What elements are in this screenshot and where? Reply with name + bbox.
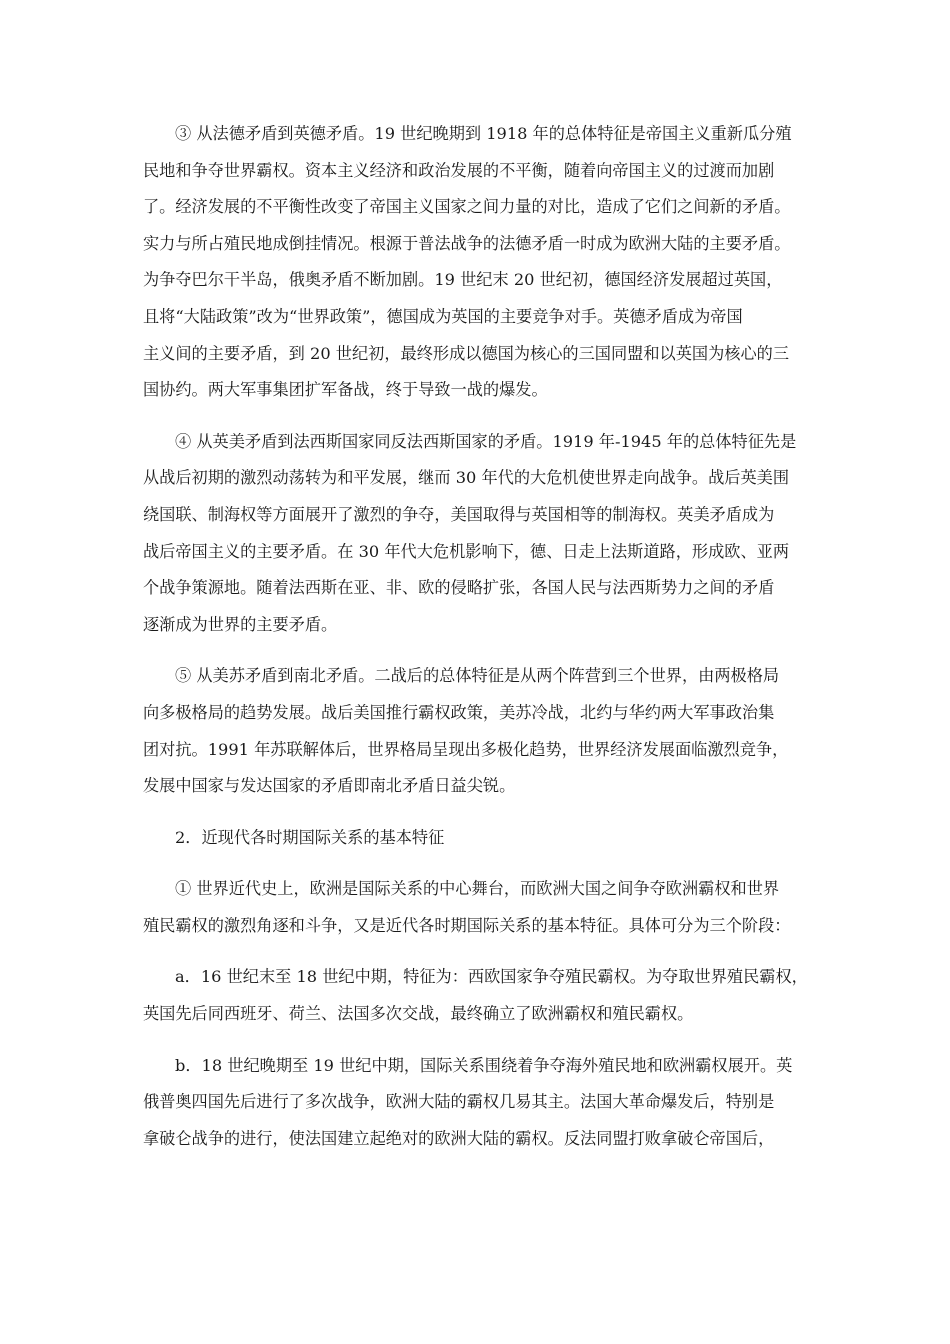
text-line: 殖民霸权的激烈角逐和斗争，又是近代各时期国际关系的基本特征。具体可分为三个阶段： xyxy=(143,915,791,935)
text-line: 了。经济发展的不平衡性改变了帝国主义国家之间力量的对比，造成了它们之间新的矛盾。 xyxy=(143,197,791,217)
paragraph-anglo-german-contradiction xyxy=(143,116,819,409)
paragraph-modern-history-overview xyxy=(143,871,819,944)
section-heading xyxy=(143,820,819,857)
document-body xyxy=(143,116,819,1157)
text-line: 绕国联、制海权等方面展开了激烈的争夺，美国取得与英国相等的制海权。英美矛盾成为 xyxy=(143,504,775,524)
text-line: 拿破仑战争的进行，使法国建立起绝对的欧洲大陆的霸权。反法同盟打败拿破仑帝国后， xyxy=(143,1128,775,1148)
text-line: 向多极格局的趋势发展。战后美国推行霸权政策，美苏冷战，北约与华约两大军事政治集 xyxy=(143,702,775,722)
text-line: a．16 世纪末至 18 世纪中期，特征为：西欧国家争夺殖民霸权。为夺取世界殖民霸权， xyxy=(175,967,808,987)
text-line: 国协约。两大军事集团扩军备战，终于导致一战的爆发。 xyxy=(143,380,548,400)
text-line: 战后帝国主义的主要矛盾。在 30 年代大危机影响下，德、日走上法斯道路，形成欧、亚两 xyxy=(143,541,790,561)
text-line: 俄普奥四国先后进行了多次战争，欧洲大陆的霸权几易其主。法国大革命爆发后，特别是 xyxy=(143,1092,775,1112)
text-line: ④ 从英美矛盾到法西斯国家同反法西斯国家的矛盾。1919 年-1945 年的总体特征先是 xyxy=(175,431,797,451)
paragraph-gap xyxy=(143,856,819,871)
text-line: 发展中国家与发达国家的矛盾即南北矛盾日益尖锐。 xyxy=(143,776,516,796)
paragraph-stage-a xyxy=(143,959,819,1032)
text-line: b．18 世纪晚期至 19 世纪中期，国际关系围绕着争夺海外殖民地和欧洲霸权展开。英 xyxy=(175,1055,793,1075)
text-line: 为争夺巴尔干半岛，俄奥矛盾不断加剧。19 世纪末 20 世纪初，德国经济发展超过英国， xyxy=(143,270,783,290)
paragraph-gap xyxy=(143,1033,819,1048)
paragraph-us-soviet-contradiction xyxy=(143,658,819,804)
text-line: ③ 从法德矛盾到英德矛盾。19 世纪晚期到 1918 年的总体特征是帝国主义重新瓜分殖 xyxy=(175,124,792,143)
paragraph-gap xyxy=(143,409,819,424)
paragraph-anglo-american-contradiction xyxy=(143,424,819,644)
text-line: 民地和争夺世界霸权。资本主义经济和政治发展的不平衡，随着向帝国主义的过渡而加剧 xyxy=(143,160,775,180)
text-line: 团对抗。1991 年苏联解体后，世界格局呈现出多极化趋势，世界经济发展面临激烈竞争， xyxy=(143,739,789,759)
text-line: ⑤ 从美苏矛盾到南北矛盾。二战后的总体特征是从两个阵营到三个世界，由两极格局 xyxy=(175,666,780,686)
text-line: 实力与所占殖民地成倒挂情况。根源于普法战争的法德矛盾一时成为欧洲大陆的主要矛盾。 xyxy=(143,233,791,253)
text-line: ① 世界近代史上，欧洲是国际关系的中心舞台，而欧洲大国之间争夺欧洲霸权和世界 xyxy=(175,879,780,899)
paragraph-stage-b xyxy=(143,1048,819,1158)
paragraph-gap xyxy=(143,643,819,658)
text-line: 且将“大陆政策”改为“世界政策”，德国成为英国的主要竞争对手。英德矛盾成为帝国 xyxy=(143,306,743,326)
paragraph-gap xyxy=(143,944,819,959)
text-line: 个战争策源地。随着法西斯在亚、非、欧的侵略扩张，各国人民与法西斯势力之间的矛盾 xyxy=(143,578,775,598)
text-line: 逐渐成为世界的主要矛盾。 xyxy=(143,614,338,634)
text-line: 英国先后同西班牙、荷兰、法国多次交战，最终确立了欧洲霸权和殖民霸权。 xyxy=(143,1004,694,1024)
text-line: 从战后初期的激烈动荡转为和平发展，继而 30 年代的大危机使世界走向战争。战后英美围 xyxy=(143,468,790,488)
text-line: 主义间的主要矛盾，到 20 世纪初，最终形成以德国为核心的三国同盟和以英国为核心的三 xyxy=(143,343,790,363)
text-line: 2．近现代各时期国际关系的基本特征 xyxy=(175,827,445,847)
paragraph-gap xyxy=(143,805,819,820)
